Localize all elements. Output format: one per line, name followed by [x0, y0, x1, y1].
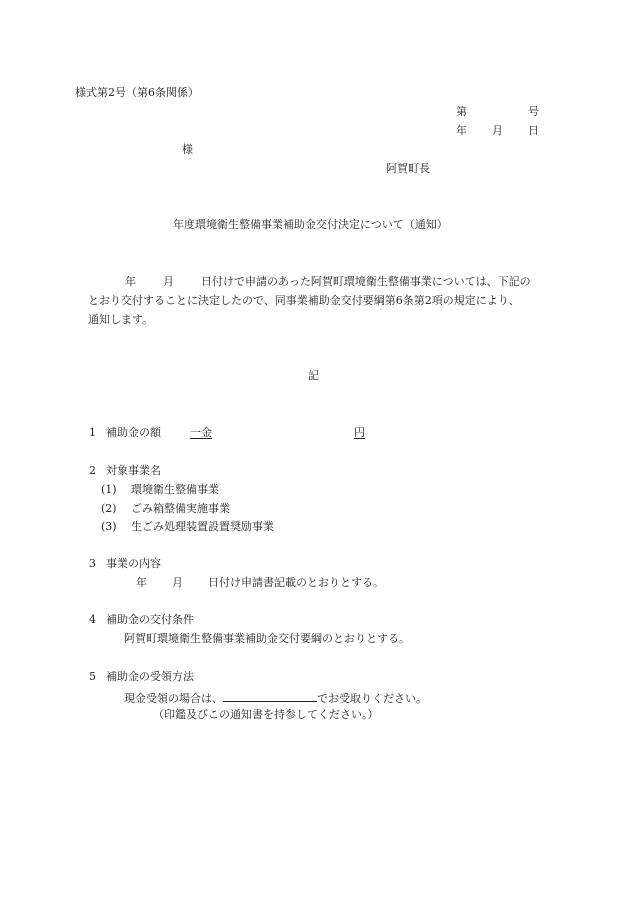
receipt-line	[124, 690, 427, 704]
section-4-text: 阿賀町環境衛生整備事業補助金交付要綱のとおりとする。	[124, 632, 410, 645]
amount-line	[190, 427, 365, 438]
receipt-text-after: でお受取りください。	[317, 692, 427, 705]
date-day: 日	[528, 124, 539, 137]
section-3-month: 月	[172, 576, 183, 589]
section-4-number: 4	[89, 613, 96, 626]
receipt-note: （印鑑及びこの通知書を持参してください。）	[153, 708, 379, 721]
receipt-blank	[223, 690, 317, 702]
section-1-number: 1	[89, 426, 96, 439]
list-item-number: (3)	[101, 520, 117, 533]
section-3-text: 日付け申請書記載のとおりとする。	[208, 576, 384, 589]
section-2-label: 対象事業名	[106, 464, 161, 477]
body-month: 月	[163, 275, 174, 288]
list-item-text: ごみ箱整備実施事業	[131, 502, 230, 515]
date-month: 月	[492, 124, 503, 137]
section-3-year: 年	[136, 576, 147, 589]
body-line-2: とおり交付することに決定したので、同事業補助金交付要綱第6条第2項の規定により、	[88, 294, 520, 307]
section-1-label: 補助金の額	[106, 426, 161, 439]
addressee-suffix: 様	[182, 143, 193, 156]
date-year: 年	[456, 124, 467, 137]
body-line-1-text: 日付けで申請のあった阿賀町環境衛生整備事業については、下記の	[201, 275, 531, 288]
section-2-number: 2	[89, 464, 96, 477]
body-year: 年	[125, 275, 136, 288]
form-label: 様式第2号（第6条関係）	[75, 86, 199, 99]
body-line-3: 通知します。	[88, 313, 154, 326]
document-title: 年度環境衛生整備事業補助金交付決定について（通知）	[173, 218, 448, 231]
section-5-number: 5	[89, 670, 96, 683]
section-3-number: 3	[89, 557, 96, 570]
ki-heading: 記	[308, 369, 319, 382]
list-item-text: 生ごみ処理装置設置奨励事業	[131, 520, 274, 533]
receipt-text-before: 現金受領の場合は、	[124, 692, 223, 705]
doc-number-suffix: 号	[528, 105, 539, 118]
list-item-number: (2)	[101, 502, 117, 515]
issuer: 阿賀町長	[386, 162, 430, 175]
section-5-label: 補助金の受領方法	[106, 670, 194, 683]
list-item-number: (1)	[101, 483, 117, 496]
doc-number-prefix: 第	[456, 105, 467, 118]
amount-prefix: 一金	[190, 426, 212, 439]
section-3-label: 事業の内容	[106, 557, 161, 570]
amount-suffix: 円	[354, 426, 365, 439]
list-item-text: 環境衛生整備事業	[131, 483, 219, 496]
body-line-1	[125, 276, 531, 287]
section-4-label: 補助金の交付条件	[106, 613, 194, 626]
